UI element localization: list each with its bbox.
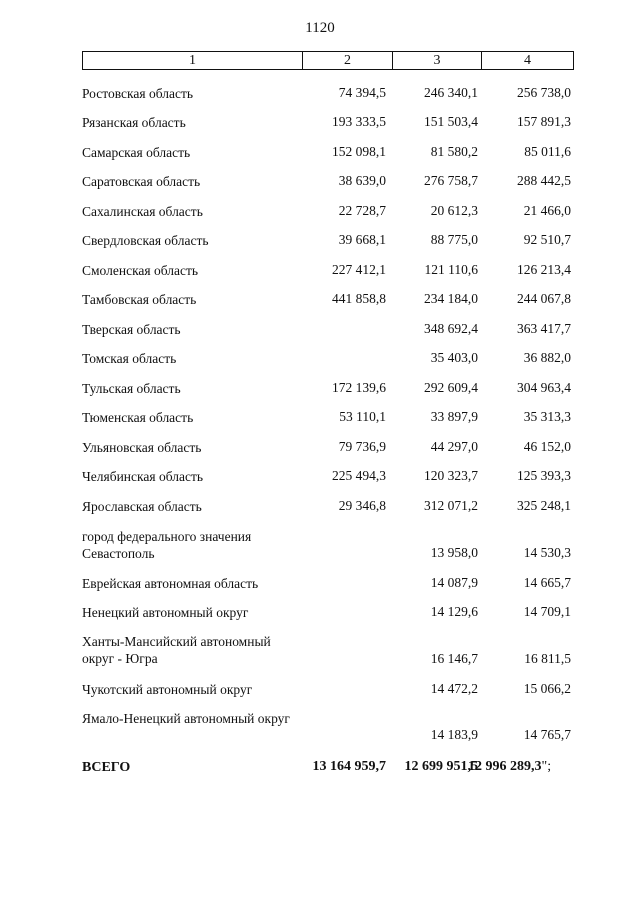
value-col4: 126 213,4 bbox=[517, 262, 571, 277]
value-col3: 234 184,0 bbox=[424, 291, 478, 306]
column-header-3: 3 bbox=[393, 52, 482, 69]
value-col2: 29 346,8 bbox=[338, 498, 386, 513]
value-col4: 14 665,7 bbox=[523, 575, 571, 590]
value-col3: 16 146,7 bbox=[430, 651, 478, 666]
region-name: Смоленская область bbox=[82, 263, 199, 278]
total-label: ВСЕГО bbox=[82, 760, 131, 775]
value-col2: 53 110,1 bbox=[339, 409, 386, 424]
value-col2: 227 412,1 bbox=[332, 262, 386, 277]
value-col4: 36 882,0 bbox=[523, 350, 571, 365]
value-col3: 44 297,0 bbox=[430, 439, 478, 454]
total-col4 bbox=[468, 759, 586, 775]
value-col4: 16 811,5 bbox=[524, 651, 571, 666]
value-col2: 38 639,0 bbox=[338, 173, 386, 188]
column-header-2: 2 bbox=[303, 52, 393, 69]
value-col4: 363 417,7 bbox=[517, 321, 571, 336]
region-name: Чукотский автономный округ bbox=[82, 682, 253, 697]
value-col3: 292 609,4 bbox=[424, 380, 478, 395]
value-col4: 46 152,0 bbox=[523, 439, 571, 454]
region-name: Саратовская область bbox=[82, 174, 201, 189]
region-name: Рязанская область bbox=[82, 115, 186, 130]
region-name: Челябинская область bbox=[82, 469, 204, 484]
value-col3: 14 183,9 bbox=[430, 727, 478, 742]
region-name: Ненецкий автономный округ bbox=[82, 605, 249, 620]
column-header-4: 4 bbox=[524, 53, 531, 68]
region-name: Еврейская автономная область bbox=[82, 576, 259, 591]
column-header-1: 1 bbox=[83, 52, 303, 69]
value-col3: 151 503,4 bbox=[424, 114, 478, 129]
value-col4: 21 466,0 bbox=[523, 203, 571, 218]
value-col2: 441 858,8 bbox=[332, 291, 386, 306]
region-name: Сахалинская область bbox=[82, 204, 203, 219]
total-suffix: "; bbox=[541, 759, 552, 774]
region-name: Тверская область bbox=[82, 322, 181, 337]
value-col4: 14 765,7 bbox=[523, 727, 571, 742]
value-col4: 14 709,1 bbox=[523, 604, 571, 619]
value-col3: 33 897,9 bbox=[430, 409, 478, 424]
value-col3: 120 323,7 bbox=[424, 468, 478, 483]
value-col3: 81 580,2 bbox=[430, 144, 478, 159]
value-col4: 325 248,1 bbox=[517, 498, 571, 513]
total-col3: 12 699 951,5 bbox=[404, 759, 478, 774]
total-col2: 13 164 959,7 bbox=[312, 759, 386, 774]
value-col2: 74 394,5 bbox=[338, 85, 386, 100]
value-col3: 13 958,0 bbox=[430, 545, 478, 560]
value-col3: 348 692,4 bbox=[424, 321, 478, 336]
value-col3: 88 775,0 bbox=[430, 232, 478, 247]
value-col4: 256 738,0 bbox=[517, 85, 571, 100]
value-col3: 121 110,6 bbox=[424, 262, 478, 277]
value-col4: 304 963,4 bbox=[517, 380, 571, 395]
value-col2: 172 139,6 bbox=[332, 380, 386, 395]
value-col4: 288 442,5 bbox=[517, 173, 571, 188]
value-col3: 14 472,2 bbox=[430, 681, 478, 696]
region-name: Самарская область bbox=[82, 145, 191, 160]
page-number: 1120 bbox=[305, 20, 335, 36]
table-header bbox=[82, 51, 574, 70]
value-col2: 79 736,9 bbox=[338, 439, 386, 454]
value-col3: 35 403,0 bbox=[430, 350, 478, 365]
value-col4: 14 530,3 bbox=[523, 545, 571, 560]
value-col2: 39 668,1 bbox=[338, 232, 386, 247]
value-col4: 125 393,3 bbox=[517, 468, 571, 483]
region-name: Тамбовская область bbox=[82, 292, 197, 307]
region-name: Тульская область bbox=[82, 381, 181, 396]
value-col3: 276 758,7 bbox=[424, 173, 478, 188]
value-col2: 225 494,3 bbox=[332, 468, 386, 483]
region-name: Ярославская область bbox=[82, 499, 202, 514]
region-name: Ростовская область bbox=[82, 86, 193, 101]
value-col4: 35 313,3 bbox=[523, 409, 571, 424]
region-name: Тюменская область bbox=[82, 410, 194, 425]
value-col2: 193 333,5 bbox=[332, 114, 386, 129]
value-col4: 157 891,3 bbox=[517, 114, 571, 129]
value-col4: 85 011,6 bbox=[524, 144, 571, 159]
value-col3: 246 340,1 bbox=[424, 85, 478, 100]
value-col4: 15 066,2 bbox=[523, 681, 571, 696]
value-col2: 22 728,7 bbox=[338, 203, 386, 218]
region-name: Ульяновская область bbox=[82, 440, 202, 455]
region-name: Свердловская область bbox=[82, 233, 209, 248]
value-col3: 312 071,2 bbox=[424, 498, 478, 513]
value-col3: 20 612,3 bbox=[430, 203, 478, 218]
value-col4: 244 067,8 bbox=[517, 291, 571, 306]
value-col4: 92 510,7 bbox=[523, 232, 571, 247]
region-name: Ханты-Мансийский автономный округ - Югра bbox=[82, 634, 271, 666]
region-name: Томская область bbox=[82, 351, 177, 366]
total-col4-value: 12 996 289,3 bbox=[468, 759, 542, 774]
value-col3: 14 129,6 bbox=[430, 604, 478, 619]
region-name: Ямало-Ненецкий автономный округ bbox=[82, 711, 290, 726]
value-col2: 152 098,1 bbox=[332, 144, 386, 159]
value-col3: 14 087,9 bbox=[430, 575, 478, 590]
region-name: город федерального значения Севастополь bbox=[82, 529, 252, 561]
